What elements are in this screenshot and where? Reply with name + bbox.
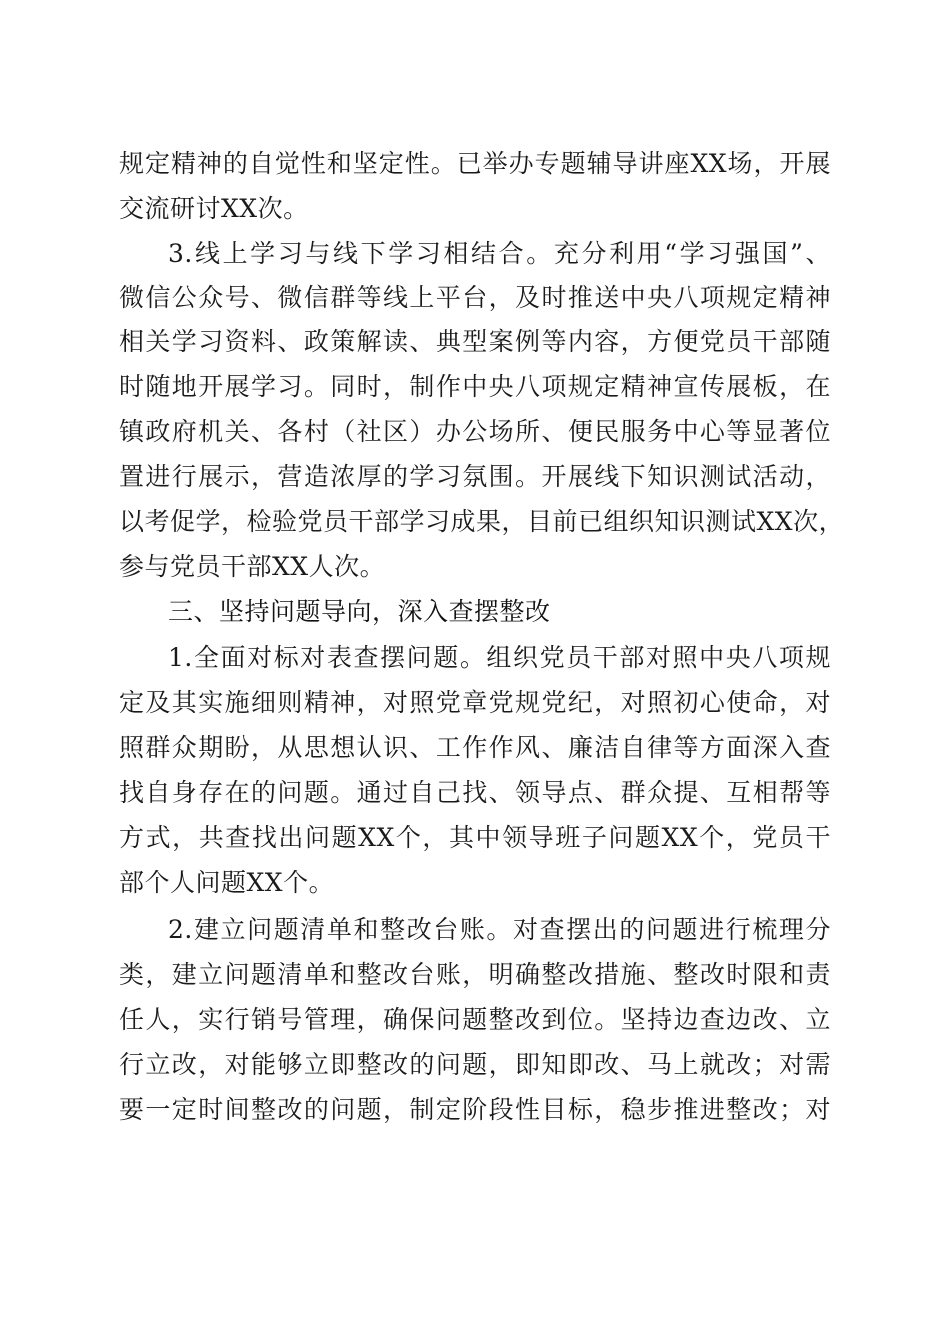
body-text-line: 参与党员干部XX人次。 — [119, 552, 386, 581]
body-text-line: 要一定时间整改的问题，制定阶段性目标，稳步推进整改；对 — [119, 1095, 831, 1124]
body-text-line: 交流研讨XX次。 — [119, 194, 309, 223]
body-text-line: 微信公众号、微信群等线上平台，及时推送中央八项规定精神 — [119, 283, 831, 312]
body-text-line: 找自身存在的问题。通过自己找、领导点、群众提、互相帮等 — [119, 778, 831, 807]
section-heading: 三、坚持问题导向，深入查摆整改 — [168, 597, 551, 626]
body-text-line: 部个人问题XX个。 — [119, 868, 335, 897]
body-text-line: 2.建立问题清单和整改台账。对查摆出的问题进行梳理分 — [168, 915, 831, 944]
body-text-line: 照群众期盼，从思想认识、工作作风、廉洁自律等方面深入查 — [119, 733, 831, 762]
body-text-line: 行立改，对能够立即整改的问题，即知即改、马上就改；对需 — [119, 1050, 831, 1079]
body-text-line: 任人，实行销号管理，确保问题整改到位。坚持边查边改、立 — [119, 1005, 831, 1034]
body-text-line: 以考促学，检验党员干部学习成果，目前已组织知识测试XX次， — [119, 507, 845, 536]
body-text-line: 定及其实施细则精神，对照党章党规党纪，对照初心使命，对 — [119, 688, 831, 717]
body-text-line: 置进行展示，营造浓厚的学习氛围。开展线下知识测试活动， — [119, 462, 831, 491]
body-text-line: 时随地开展学习。同时，制作中央八项规定精神宣传展板，在 — [119, 372, 831, 401]
body-text-line: 镇政府机关、各村（社区）办公场所、便民服务中心等显著位 — [119, 417, 831, 446]
body-text-line: 3.线上学习与线下学习相结合。充分利用“学习强国”、 — [168, 239, 831, 268]
body-text-line: 方式，共查找出问题XX个，其中领导班子问题XX个，党员干 — [119, 823, 831, 852]
body-text-line: 1.全面对标对表查摆问题。组织党员干部对照中央八项规 — [168, 643, 831, 672]
body-text-line: 类，建立问题清单和整改台账，明确整改措施、整改时限和责 — [119, 960, 831, 989]
body-text-line: 相关学习资料、政策解读、典型案例等内容，方便党员干部随 — [119, 327, 831, 356]
body-text-line: 规定精神的自觉性和坚定性。已举办专题辅导讲座XX场，开展 — [119, 149, 831, 178]
